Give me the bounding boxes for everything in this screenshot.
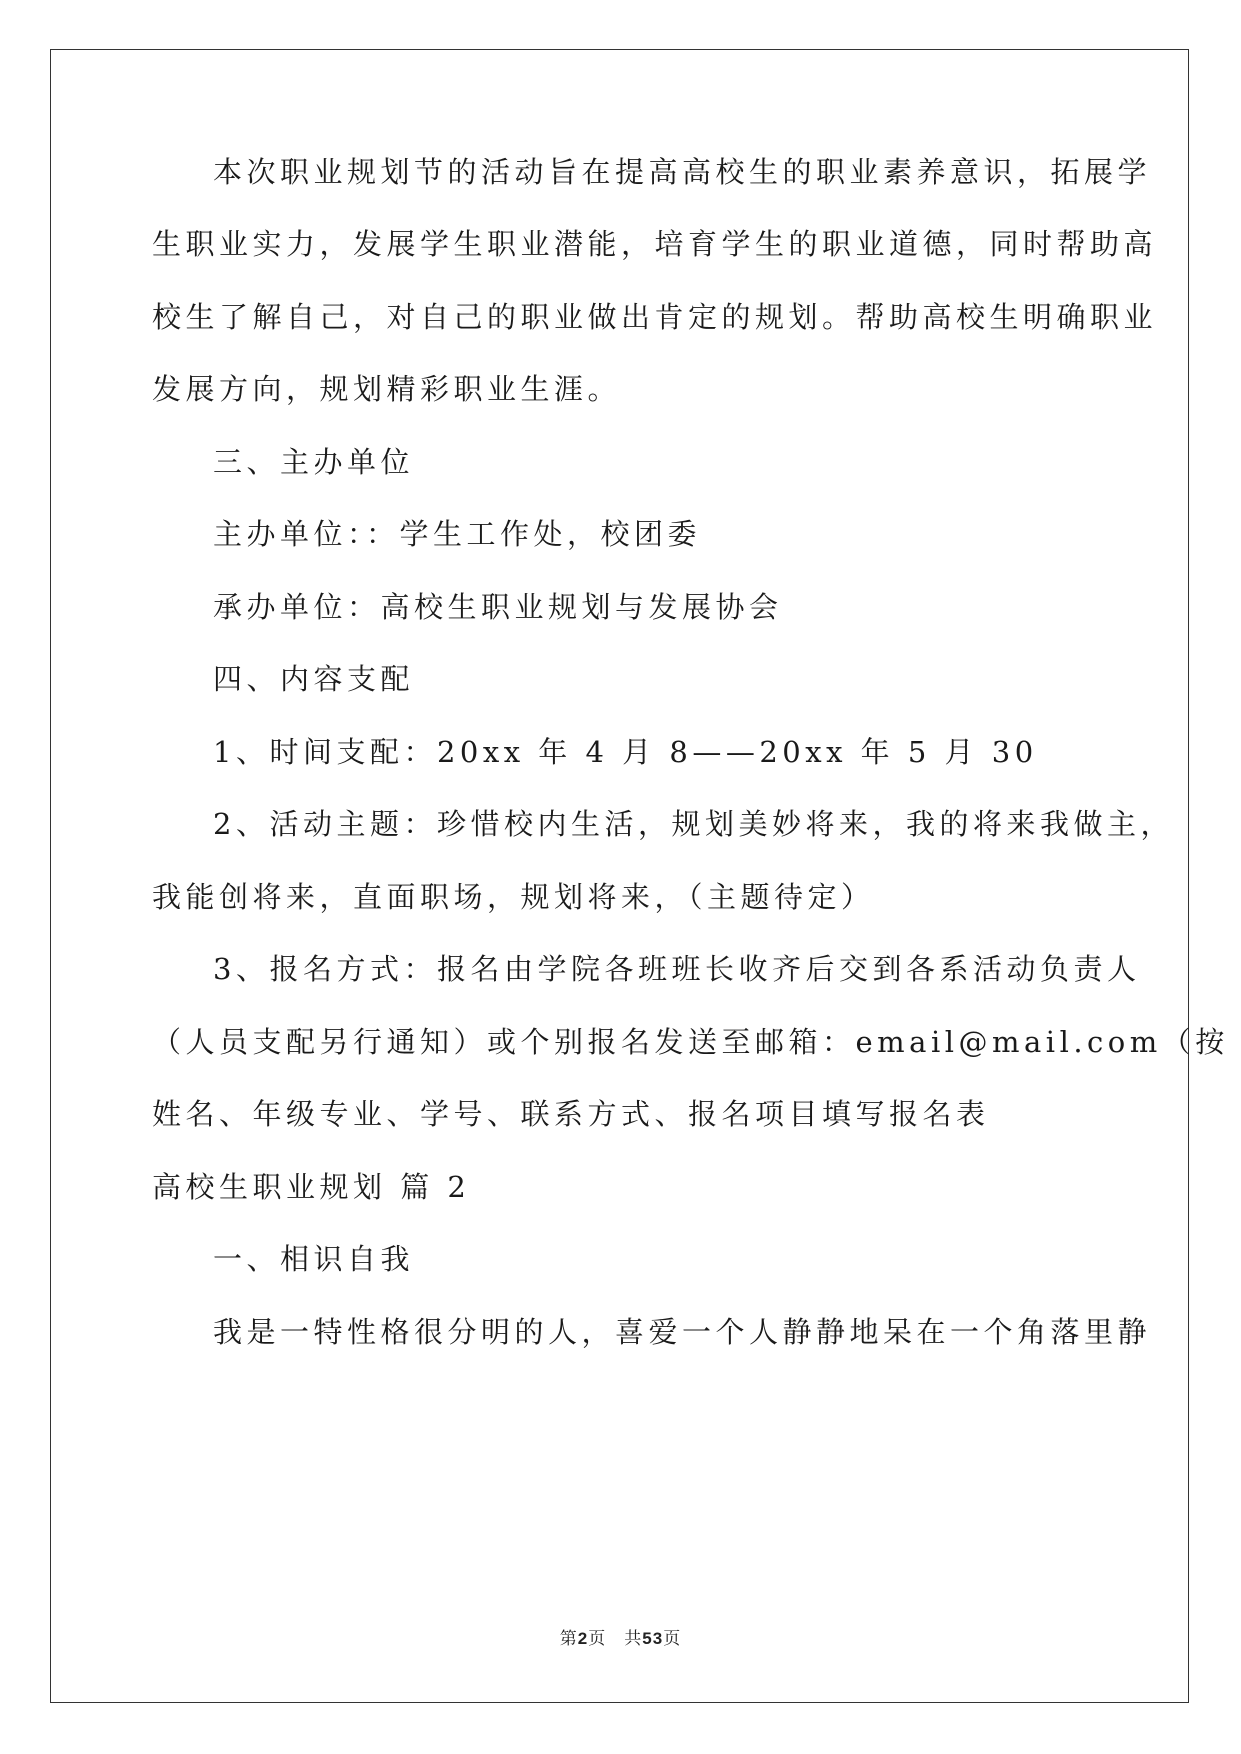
section-heading: 一、相识自我 [213, 1242, 415, 1276]
total-pages: 53 [642, 1629, 664, 1648]
paragraph-line: 发展方向，规划精彩职业生涯。 [152, 372, 622, 406]
list-item: 1、时间支配：20xx 年 4 月 8——20xx 年 5 月 30 [213, 735, 1038, 769]
paragraph-line: 生职业实力，发展学生职业潜能，培育学生的职业道德，同时帮助高 [152, 227, 1158, 261]
paragraph-line: 承办单位：高校生职业规划与发展协会 [213, 590, 783, 624]
paragraph-line: 本次职业规划节的活动旨在提高高校生的职业素养意识，拓展学 [213, 155, 1152, 189]
article-title: 高校生职业规划 篇 2 [152, 1170, 471, 1204]
paragraph-line: 我是一特性格很分明的人，喜爱一个人静静地呆在一个角落里静 [213, 1315, 1152, 1349]
section-heading: 三、主办单位 [213, 445, 415, 479]
total-prefix: 共 [624, 1629, 643, 1649]
page-unit: 页 [588, 1629, 607, 1649]
paragraph-line: （人员支配另行通知）或个别报名发送至邮箱：email@mail.com（按 [152, 1025, 1229, 1059]
section-heading: 四、内容支配 [213, 662, 415, 696]
paragraph-line: 我能创将来，直面职场，规划将来，（主题待定） [152, 880, 875, 914]
paragraph-line: 主办单位：：学生工作处，校团委 [213, 517, 702, 551]
list-item: 2、活动主题：珍惜校内生活，规划美妙将来，我的将来我做主， [213, 807, 1174, 841]
list-item: 3、报名方式：报名由学院各班班长收齐后交到各系活动负责人 [213, 952, 1141, 986]
page-prefix: 第 [559, 1629, 578, 1649]
page-number: 2 [577, 1629, 589, 1648]
page-footer [0, 1624, 1241, 1649]
paragraph-line: 姓名、年级专业、学号、联系方式、报名项目填写报名表 [152, 1097, 990, 1131]
paragraph-line: 校生了解自己，对自己的职业做出肯定的规划。帮助高校生明确职业 [152, 300, 1158, 334]
total-unit: 页 [663, 1629, 682, 1649]
